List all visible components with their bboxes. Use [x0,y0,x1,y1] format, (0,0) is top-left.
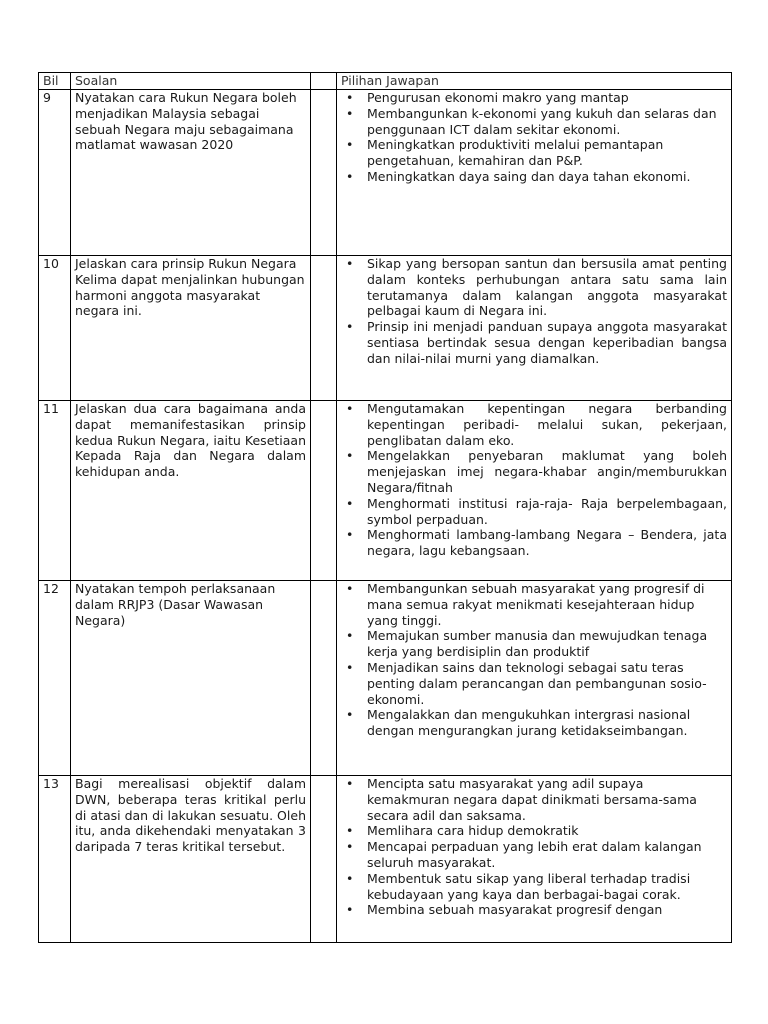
gap-cell [311,401,337,581]
question-text: Bagi merealisasi objektif dalam DWN, beberapa teras kritikal perlu di atasi dan di lakukan sesuatu. Oleh itu, anda dikehendaki menyatakan 3 daripada 7 teras kritikal tersebut. [71,776,311,943]
answer-item: • Membina sebuah masyarakat progresif dengan [341,902,727,918]
answer-item: • Mencapai perpaduan yang lebih erat dalam kalangan seluruh masyarakat. [341,839,727,871]
answer-item: • Meningkatkan produktiviti melalui pemantapan pengetahuan, kemahiran dan P&P. [341,137,727,169]
answer-item: • Menghormati lambang-lambang Negara – Bendera, jata negara, lagu kebangsaan. [341,527,727,559]
answer-item: • Meningkatkan daya saing dan daya tahan ekonomi. [341,169,727,185]
answer-item: • Prinsip ini menjadi panduan supaya anggota masyarakat sentiasa bertindak sesua dengan keperibadian bangsa dan nilai-nilai murni yang diamalkan. [341,319,727,366]
answer-item: • Membangunkan k-ekonomi yang kukuh dan selaras dan penggunaan ICT dalam sekitar ekonomi. [341,106,727,138]
answer-item: • Mengutamakan kepentingan negara berbanding kepentingan peribadi- melalui sukan, pekerjaan, penglibatan dalam eko. [341,401,727,448]
answer-item: • Mengalakkan dan mengukuhkan intergrasi nasional dengan mengurangkan jurang ketidakseimbangan. [341,707,727,739]
answer-list [341,581,727,739]
gap-cell [311,581,337,776]
question-text: Nyatakan cara Rukun Negara boleh menjadikan Malaysia sebagai sebuah Negara maju sebagaimana matlamat wawasan 2020 [71,90,311,256]
answer-list [341,401,727,559]
table-row [39,90,732,256]
row-number: 11 [39,401,71,581]
question-text: Jelaskan dua cara bagaimana anda dapat memanifestasikan prinsip kedua Rukun Negara, iaitu Kesetiaan Kepada Raja dan Negara dalam kehidupan anda. [71,401,311,581]
row-number: 10 [39,256,71,401]
answer-cell [337,776,732,943]
answer-list [341,90,727,185]
answer-item: • Membangunkan sebuah masyarakat yang progresif di mana semua rakyat menikmati kesejahteraan hidup yang tinggi. [341,581,727,628]
answer-cell [337,401,732,581]
answer-item: • Membentuk satu sikap yang liberal terhadap tradisi kebudayaan yang kaya dan berbagai-bagai corak. [341,871,727,903]
answer-list [341,256,727,367]
answer-item: • Memajukan sumber manusia dan mewujudkan tenaga kerja yang berdisiplin dan produktif [341,628,727,660]
answer-cell [337,581,732,776]
question-text: Jelaskan cara prinsip Rukun Negara Kelima dapat menjalinkan hubungan harmoni anggota masyarakat negara ini. [71,256,311,401]
answer-item: • Menjadikan sains dan teknologi sebagai satu teras penting dalam perancangan dan pembangunan sosio-ekonomi. [341,660,727,707]
table-row [39,776,732,943]
table-row [39,256,732,401]
answer-item: • Mengelakkan penyebaran maklumat yang boleh menjejaskan imej negara-khabar angin/memburukkan Negara/fitnah [341,448,727,495]
gap-cell [311,90,337,256]
answer-item: • Sikap yang bersopan santun dan bersusila amat penting dalam konteks perhubungan antara satu sama lain terutamanya dalam kalangan anggota masyarakat pelbagai kaum di Negara ini. [341,256,727,319]
gap-cell [311,776,337,943]
table-row [39,581,732,776]
row-number: 12 [39,581,71,776]
answer-list [341,776,727,918]
table-header-row [39,73,732,90]
row-number: 13 [39,776,71,943]
row-number: 9 [39,90,71,256]
answer-cell [337,256,732,401]
header-pilihan-jawapan: Pilihan Jawapan [337,73,732,90]
question-text: Nyatakan tempoh perlaksanaan dalam RRJP3 (Dasar Wawasan Negara) [71,581,311,776]
answer-item: • Menghormati institusi raja-raja- Raja berpelembagaan, symbol perpaduan. [341,496,727,528]
answer-item: • Memlihara cara hidup demokratik [341,823,727,839]
answer-cell [337,90,732,256]
header-bil: Bil [39,73,71,90]
answer-item: • Pengurusan ekonomi makro yang mantap [341,90,727,106]
header-gap [311,73,337,90]
gap-cell [311,256,337,401]
answer-item: • Mencipta satu masyarakat yang adil supaya kemakmuran negara dapat dinikmati bersama-sama secara adil dan saksama. [341,776,727,823]
header-soalan: Soalan [71,73,311,90]
table-row [39,401,732,581]
question-answer-table [38,72,732,943]
